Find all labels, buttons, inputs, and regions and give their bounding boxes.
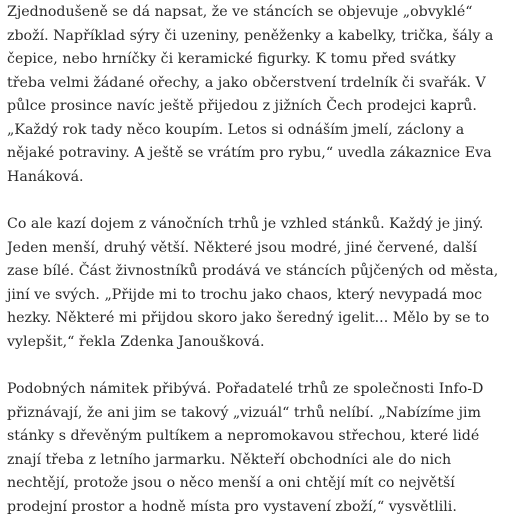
- text-line: prodejní prostor a hodně místa pro vystavení zboží,“ vysvětlili.: [7, 496, 507, 519]
- text-line: nechtějí, protože jsou o něco menší a oni chtějí mít co největší: [7, 472, 507, 496]
- text-line: Jeden menší, druhý větší. Některé jsou modré, jiné červené, další: [7, 237, 507, 261]
- text-line: Zjednodušeně se dá napsat, že ve stáncích se objevuje „obvyklé“: [7, 1, 507, 25]
- text-line: přiznávají, že ani jim se takový „vizuál“ trhů nelíbí. „Nabízíme jim: [7, 402, 507, 426]
- text-line: zboží. Například sýry či uzeniny, peněženky a kabelky, trička, šály a: [7, 25, 507, 49]
- paragraph-stalls-appearance: [7, 213, 507, 354]
- text-line: Hanáková.: [7, 166, 507, 190]
- text-line: hezky. Některé mi přijdou skoro jako šeredný igelit... Mělo by se to: [7, 307, 507, 331]
- text-line: nějaké potraviny. A ještě se vrátím pro rybu,“ uvedla zákaznice Eva: [7, 142, 507, 166]
- text-line: stánky s dřevěným pultíkem a nepromokavou střechou, které lidé: [7, 425, 507, 449]
- paragraph-stalls-goods: [7, 1, 507, 189]
- text-line: zase bílé. Část živnostníků prodává ve stáncích půjčených od města,: [7, 260, 507, 284]
- text-line: čepice, nebo hrníčky či keramické figurky. K tomu před svátky: [7, 48, 507, 72]
- paragraph-organizers: [7, 378, 507, 519]
- text-line: vylepšit,“ řekla Zdenka Janoušková.: [7, 331, 507, 355]
- text-line: Podobných námitek přibývá. Pořadatelé trhů ze společnosti Info-D: [7, 378, 507, 402]
- text-line: Co ale kazí dojem z vánočních trhů je vzhled stánků. Každý je jiný.: [7, 213, 507, 237]
- text-line: znají třeba z letního jarmarku. Někteří obchodníci ale do nich: [7, 449, 507, 473]
- text-line: jiní ve svých. „Přijde mi to trochu jako chaos, který nevypadá moc: [7, 284, 507, 308]
- text-line: třeba velmi žádané ořechy, a jako občerstvení trdelník či svařák. V: [7, 72, 507, 96]
- text-line: „Každý rok tady něco koupím. Letos si odnáším jmelí, záclony a: [7, 119, 507, 143]
- text-line: půlce prosince navíc ještě přijedou z jižních Čech prodejci kaprů.: [7, 95, 507, 119]
